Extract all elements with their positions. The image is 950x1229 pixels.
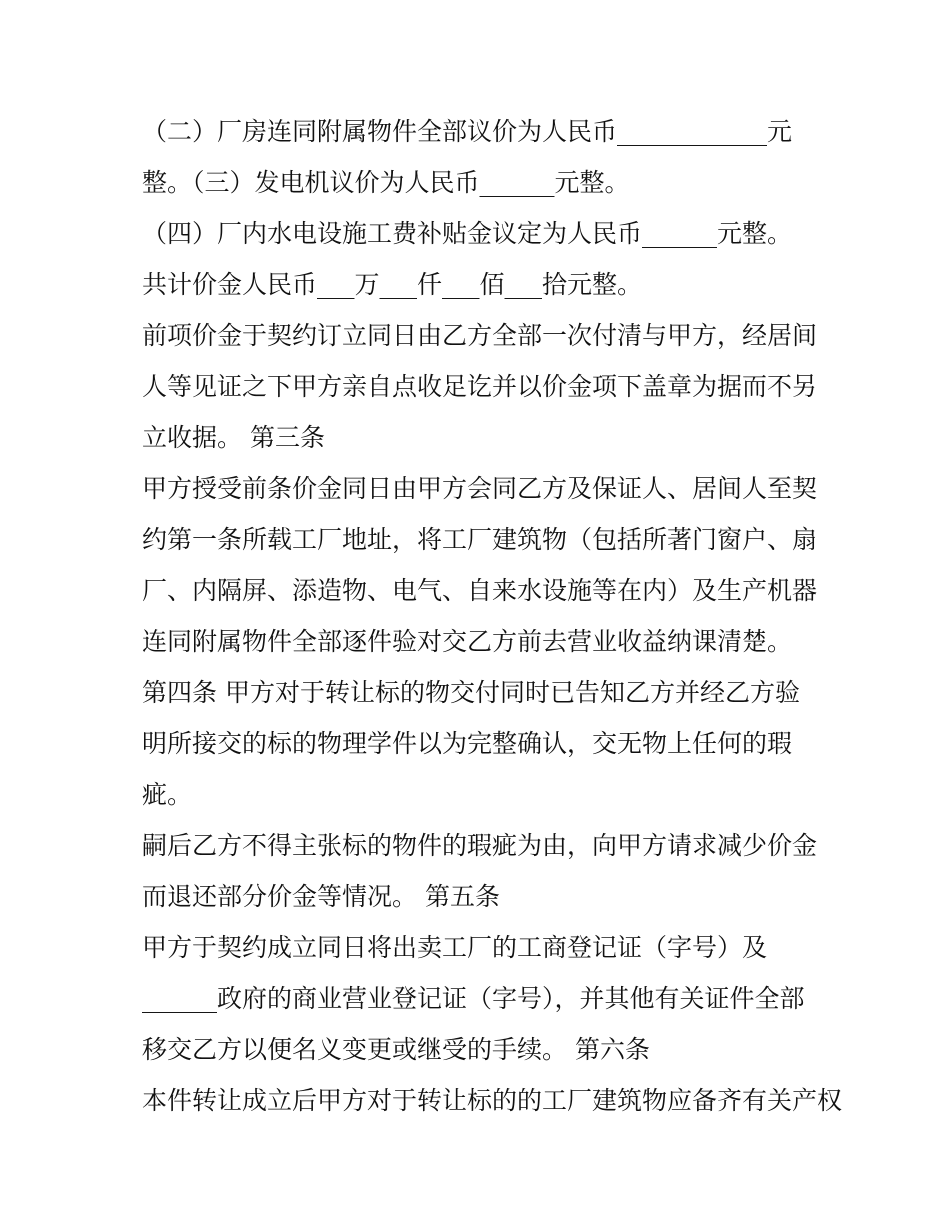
text-line: 约第一条所载工厂地址，将工厂建筑物（包括所著门窗户、扇: [142, 525, 818, 554]
text-line: 立收据。 第三条: [142, 423, 325, 452]
text-line: 甲方授受前条价金同日由甲方会同乙方及保证人、居间人至契: [142, 474, 818, 503]
text-line: 疵。: [142, 780, 193, 809]
text-line: 甲方于契约成立同日将出卖工厂的工商登记证（字号）及: [142, 933, 768, 962]
contract-text: [142, 106, 843, 1126]
text-line: 第四条 甲方对于转让标的物交付同时已告知乙方并经乙方验: [142, 678, 800, 707]
text-line: ______政府的商业营业登记证（字号），并其他有关证件全部: [142, 984, 805, 1013]
text-line: 而退还部分价金等情况。 第五条: [142, 882, 500, 911]
text-line: （二）厂房连同附属物件全部议价为人民币____________元: [142, 117, 793, 146]
text-line: 嗣后乙方不得主张标的物件的瑕疵为由，向甲方请求减少价金: [142, 831, 818, 860]
text-line: 本件转让成立后甲方对于转让标的的工厂建筑物应备齐有关产权: [142, 1086, 843, 1115]
text-line: 厂、内隔屏、添造物、电气、自来水设施等在内）及生产机器: [142, 576, 818, 605]
text-line: 共计价金人民币___万___仟___佰___拾元整。: [142, 270, 643, 299]
text-line: 人等见证之下甲方亲自点收足讫并以价金项下盖章为据而不另: [142, 372, 818, 401]
text-line: （四）厂内水电设施工费补贴金议定为人民币______元整。: [142, 219, 793, 248]
text-line: 连同附属物件全部逐件验对交乙方前去营业收益纳课清楚。: [142, 627, 793, 656]
text-line: 整。（三）发电机议价为人民币______元整。: [142, 168, 630, 197]
text-line: 前项价金于契约订立同日由乙方全部一次付清与甲方，经居间: [142, 321, 818, 350]
text-line: 明所接交的标的物理学件以为完整确认，交无物上任何的瑕: [142, 729, 793, 758]
text-line: 移交乙方以便名义变更或继受的手续。 第六条: [142, 1035, 650, 1064]
